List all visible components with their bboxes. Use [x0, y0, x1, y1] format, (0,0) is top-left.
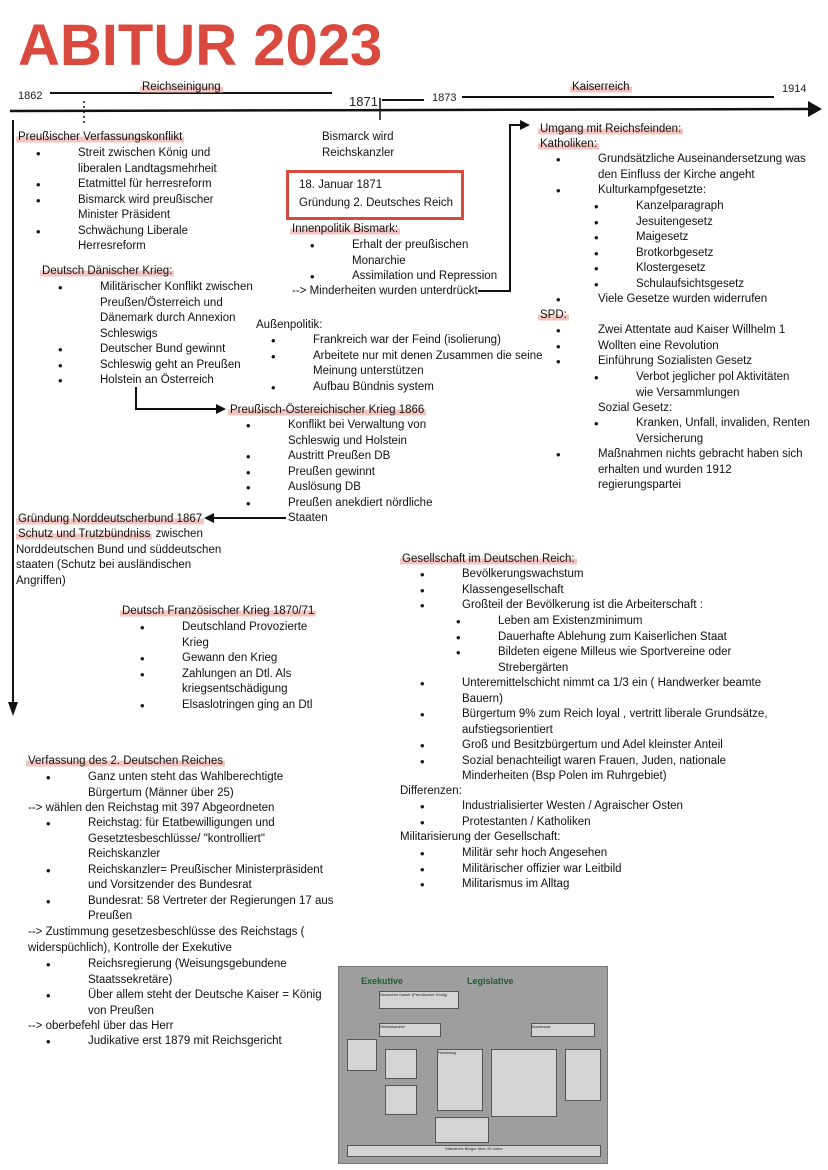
verfassung-list-4: [88, 1034, 328, 1050]
list-item: • Sozial benachteiligt waren Frauen, Juden, nationale Minderheiten (Bsp Polen im Ruhrgebiet): [462, 754, 778, 785]
list-item: • Reichsregierung (Weisungsgebundene Staatssekretäre): [88, 957, 328, 988]
list-item: • Bundesrat: 58 Vertreter der Regierungen 17 aus Preußen: [88, 894, 340, 925]
kulturkampf-list: [636, 199, 796, 292]
verfassung-arrow-3: --> oberbefehl über das Herr: [28, 1020, 174, 1032]
list-item: • Maßnahmen nichts gebracht haben sich erhalten und wurden 1912 regierungspartei: [598, 447, 810, 494]
list-item: • Austritt Preußen DB: [288, 449, 448, 465]
katholiken-list: [598, 152, 810, 199]
spd-list: [598, 323, 810, 370]
list-item: • Industrialisierter Westen / Agraischer Osten: [462, 799, 762, 815]
timeline-year-1873: 1873: [432, 92, 457, 104]
list-item: • Schulaufsichtsgesetz: [636, 277, 796, 293]
list-item: • Ganz unten steht das Wahlberechtigte Bürgertum (Männer über 25): [88, 770, 308, 801]
list-item: • Leben am Existenzminimum: [498, 614, 748, 630]
list-item: • Judikative erst 1879 mit Reichsgericht: [88, 1034, 328, 1050]
constitution-diagram: [338, 966, 608, 1164]
diagram-legislative-label: Legislative: [467, 976, 514, 986]
katholiken-end: [598, 292, 798, 308]
verfassungskonflikt-list: [78, 146, 248, 255]
militar-list: [462, 846, 762, 893]
differenzen-list: [462, 799, 762, 830]
list-item: • Verbot jeglicher pol Aktivitäten wie Versammlungen: [636, 370, 808, 401]
timeline-reichseinigung-label: Reichseinigung: [142, 81, 221, 93]
innenpolitik-note: --> Minderheiten wurden unterdrückt: [292, 285, 478, 297]
gesellschaft-list: [462, 567, 762, 614]
list-item: • Zwei Attentate aud Kaiser Willhelm 1: [598, 323, 810, 339]
list-item: • Etatmittel für herresreform: [78, 177, 248, 193]
list-item: • Deutscher Bund gewinnt: [100, 342, 260, 358]
list-item: • Dauerhafte Ablehung zum Kaiserlichen Staat: [498, 630, 748, 646]
franzoesisch-list: [182, 620, 322, 713]
list-item: • Streit zwischen König und liberalen Landtagsmehrheit: [78, 146, 248, 177]
list-item: • Wollten eine Revolution: [598, 339, 810, 355]
list-item: • Elsaslotringen ging an Dtl: [182, 698, 322, 714]
katholiken-heading: Katholiken:: [540, 138, 597, 150]
reichsfeinde-heading: Umgang mit Reichsfeinden:: [540, 123, 682, 135]
list-item: • Holstein an Österreich: [100, 373, 260, 389]
list-item: • Einführung Sozialisten Gesetz: [598, 354, 810, 370]
list-item: • Protestanten / Katholiken: [462, 815, 762, 831]
list-item: • Preußen anekdiert nördliche Staaten: [288, 496, 448, 527]
list-item: • Zahlungen an Dtl. Als kriegsentschädigung: [182, 667, 322, 698]
list-item: • Militärischer offizier war Leitbild: [462, 862, 762, 878]
gruendung-date: 18. Januar 1871: [299, 179, 383, 191]
militar-heading: Militarisierung der Gesellschaft:: [400, 831, 561, 843]
list-item: • Militärischer Konflikt zwischen Preußen/Österreich und Dänemark durch Annexion Schleswigs: [100, 280, 260, 342]
verfassung-heading: Verfassung des 2. Deutschen Reiches: [28, 755, 223, 767]
norddeutsch-heading: Gründung Norddeutscherbund 1867: [18, 513, 203, 525]
daenisch-list: [100, 280, 260, 389]
list-item: • Über allem steht der Deutsche Kaiser = König von Preußen: [88, 988, 328, 1019]
list-item: • Bildeten eigene Milleus wie Sportvereine oder Strebergärten: [498, 645, 748, 676]
list-item: • Konflikt bei Verwaltung von Schleswig und Holstein: [288, 418, 448, 449]
diagram-bundesrat-box: Bundesrat: [531, 1023, 595, 1037]
list-item: • Schwächung Liberale Herresreform: [78, 224, 248, 255]
spd-heading: SPD:: [540, 309, 567, 321]
list-item: • Klostergesetz: [636, 261, 796, 277]
diagram-box: [565, 1049, 601, 1101]
left-flow-arrow: [4, 120, 24, 720]
aussenpolitik-list: [313, 333, 545, 395]
sozial-list: [636, 416, 814, 447]
list-item: • Aufbau Bündnis system: [313, 380, 545, 396]
list-item: • Grundsätzliche Auseinandersetzung was den Einfluss der Kirche angeht: [598, 152, 810, 183]
list-item: • Kanzelparagraph: [636, 199, 796, 215]
list-item: • Auslösung DB: [288, 480, 448, 496]
timeline-year-1914: 1914: [782, 83, 807, 95]
diagram-box: [385, 1085, 417, 1115]
list-item: • Kulturkampfgesetzte:: [598, 183, 810, 199]
gesellschaft-heading: Gesellschaft im Deutschen Reich:: [402, 553, 575, 565]
page-title: ABITUR 2023: [18, 13, 383, 78]
list-item: • Bevölkerungswachstum: [462, 567, 762, 583]
reichskanzler-note: Bismarck wird Reichskanzler: [322, 131, 395, 159]
list-item: • Viele Gesetze wurden widerrufen: [598, 292, 798, 308]
list-item: • Bismarck wird preußischer Minister Präsident: [78, 193, 248, 224]
oesterreich-heading: Preußisch-Östereichischer Krieg 1866: [230, 404, 425, 416]
norddeutsch-text: Schutz und Trutzbündniss zwischen Norddeutschen Bund und süddeutschen staaten (Schutz bei ausländischen Angriffen): [16, 528, 222, 587]
diagram-kaiser-box: Deutscher Kaiser (Preußischer König): [379, 991, 459, 1009]
timeline-kaiserreich-label: Kaiserreich: [572, 81, 630, 93]
list-item: • Maigesetz: [636, 230, 796, 246]
differenzen-heading: Differenzen:: [400, 785, 462, 797]
gesellschaft-list-2: [462, 676, 778, 785]
oesterreich-to-norddeutsch-arrow: [200, 508, 290, 528]
innenpolitik-to-reichsfeinde-arrow: [476, 118, 536, 298]
list-item: • Jesuitengesetz: [636, 215, 796, 231]
list-item: • Kranken, Unfall, invaliden, Renten Versicherung: [636, 416, 814, 447]
list-item: • Erhalt der preußischen Monarchie: [352, 238, 502, 269]
verfassungskonflikt-heading: Preußischer Verfassungskonflikt: [18, 131, 183, 143]
list-item: • Schleswig geht an Preußen: [100, 358, 260, 374]
verfassung-arrow-2: --> Zustimmung gesetzesbeschlüsse des Reichstags ( widerspüchlich), Kontrolle der Exekutive: [28, 926, 305, 954]
verbot-list: [636, 370, 808, 401]
list-item: • Brotkorbgesetz: [636, 246, 796, 262]
arbeiterschaft-list: [498, 614, 748, 676]
list-item: • Arbeitete nur mit denen Zusammen die seine Meinung unterstützen: [313, 349, 545, 380]
list-item: • Großteil der Bevölkerung ist die Arbeiterschaft :: [462, 598, 762, 614]
timeline-axis: [0, 96, 828, 126]
diagram-box: [385, 1049, 417, 1079]
timeline-year-1871: 1871: [349, 94, 378, 109]
list-item: • Frankreich war der Feind (isolierung): [313, 333, 545, 349]
daenisch-heading: Deutsch Dänischer Krieg:: [42, 265, 173, 277]
diagram-box: [347, 1039, 377, 1071]
list-item: • Deutschland Provozierte Krieg: [182, 620, 322, 651]
aussenpolitik-heading: Außenpolitik:: [256, 319, 323, 331]
verfassung-list-2: [88, 816, 340, 925]
franzoesisch-heading: Deutsch Französischer Krieg 1870/71: [122, 605, 315, 617]
diagram-exekutive-label: Exekutive: [361, 976, 404, 986]
list-item: • Preußen gewinnt: [288, 465, 448, 481]
gruendung-box: [286, 170, 464, 220]
list-item: • Gewann den Krieg: [182, 651, 322, 667]
list-item: • Reichstag: für Etatbewilligungen und Gesetztesbeschlüsse/ "kontrolliert" Reichskanzler: [88, 816, 340, 863]
list-item: • Bürgertum 9% zum Reich loyal , vertritt liberale Grundsätze, aufstiegsorientiert: [462, 707, 778, 738]
verfassung-list-1: [88, 770, 308, 801]
verfassung-list-3: [88, 957, 328, 1019]
list-item: • Unteremittelschicht nimmt ca 1/3 ein ( Handwerker beamte Bauern): [462, 676, 778, 707]
list-item: • Assimilation und Repression: [352, 269, 502, 285]
daenisch-to-oesterreich-arrow: [130, 385, 230, 415]
diagram-box: [491, 1049, 557, 1117]
massnahmen-list: [598, 447, 810, 494]
list-item: • Militär sehr hoch Angesehen: [462, 846, 762, 862]
list-item: • Reichskanzler= Preußischer Ministerpräsident und Vorsitzender des Bundesrat: [88, 863, 340, 894]
timeline-year-1862: 1862: [18, 90, 43, 102]
gruendung-text: Gründung 2. Deutsches Reich: [299, 196, 454, 209]
list-item: • Groß und Besitzbürgertum und Adel kleinster Anteil: [462, 738, 778, 754]
verfassung-arrow-1: --> wählen den Reichstag mit 397 Abgeordneten: [28, 802, 275, 814]
innenpolitik-heading: Innenpolitik Bismark:: [292, 223, 399, 235]
diagram-reichskanzler-box: Reichskanzler: [379, 1023, 441, 1037]
list-item: • Militarismus im Alltag: [462, 877, 762, 893]
diagram-reichstag-box: Reichstag: [437, 1049, 483, 1111]
list-item: • Klassengesellschaft: [462, 583, 762, 599]
diagram-buerger-box: Männliche Bürger über 25 Jahre: [347, 1145, 601, 1157]
oesterreich-list: [288, 418, 448, 527]
diagram-box: [435, 1117, 489, 1143]
sozial-heading: Sozial Gesetz:: [598, 402, 673, 414]
